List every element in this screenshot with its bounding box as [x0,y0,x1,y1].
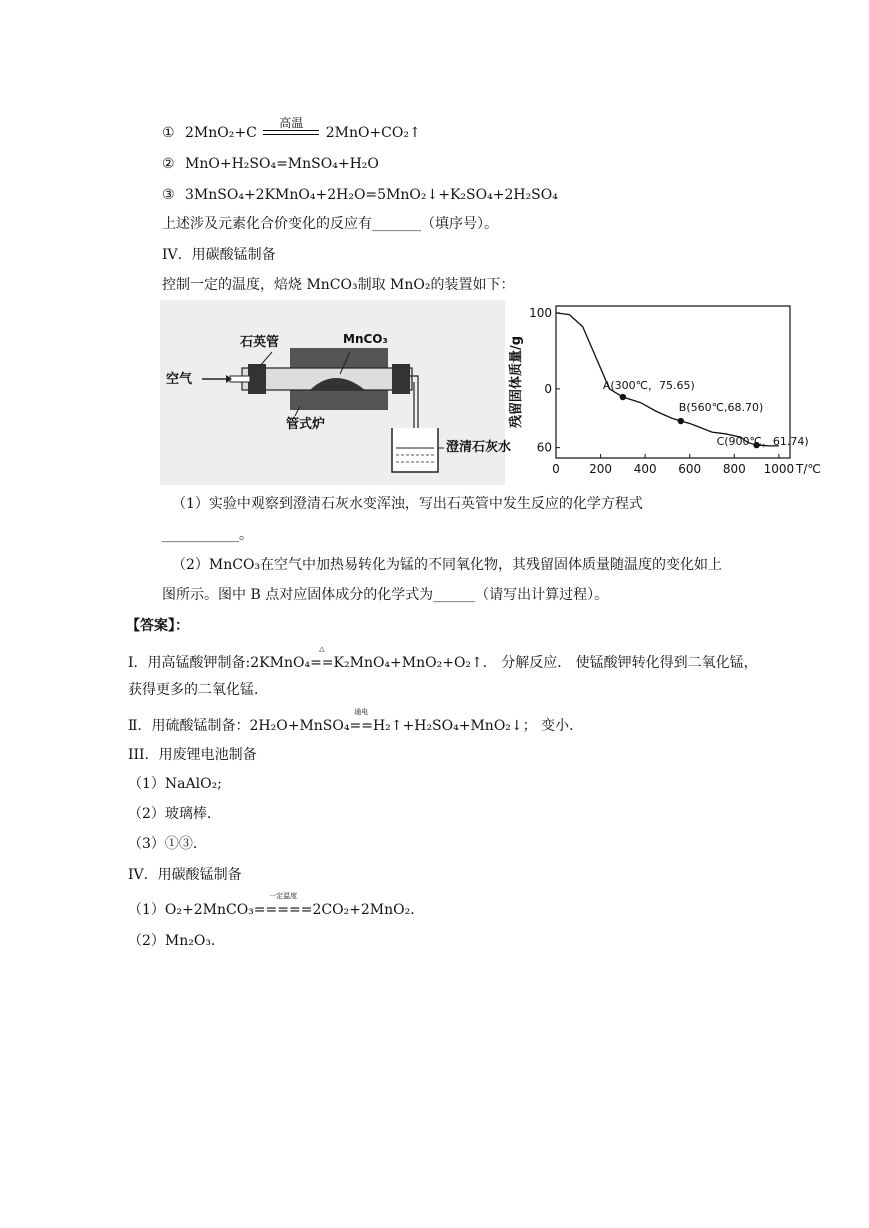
furnace-top [290,348,388,368]
x-tick-label: 0 [552,462,560,476]
data-point [620,394,626,400]
reaction-2 [162,155,379,173]
answer-1-continued: 获得更多的二氧化锰． [128,682,268,698]
reaction-3 [162,186,558,204]
apparatus-diagram [160,300,512,485]
data-point-label: B(560℃,68.70) [678,401,764,415]
answer-3-3: （3）①③． [128,836,207,852]
question-2-line-2: 图所示。图中 B 点对应固体成分的化学式为______（请写出计算过程）。 [162,587,609,603]
section-4-title: IV．用碳酸锰制备 [162,247,276,263]
reaction-1-condition: 高温 [279,116,304,130]
reaction-2-number: ② [162,156,175,172]
y-axis-label: 残留固体质量/g [509,335,524,429]
reaction-3-number: ③ [162,187,175,203]
answer-4-1-lhs: （1）O₂+2MnCO₃ [128,902,254,918]
answer-1-rhs: K₂MnO₄+MnO₂+O₂↑． 分解反应． 使锰酸钾转化得到二氧化锰， [333,655,758,671]
reaction-question: 上述涉及元素化合价变化的反应有_______（填序号）。 [162,216,498,232]
x-tick-label: 1000 [763,462,795,476]
x-tick-label: 800 [722,462,746,476]
reaction-1-lhs: 2MnO₂+C [185,125,257,141]
label-limewater: 澄清石灰水 [446,440,512,455]
answer-1 [128,645,758,672]
reaction-1-condition-line [263,116,319,131]
label-air: 空气 [166,372,193,387]
label-quartz-tube: 石英管 [240,335,280,350]
question-1: （1）实验中观察到澄清石灰水变浑浊，写出石英管中发生反应的化学方程式 [172,496,643,512]
answer-2-equals-sign: == [349,718,373,734]
reaction-3-text: 3MnSO₄+2KMnO₄+2H₂O=5MnO₂↓+K₂SO₄+2H₂SO₄ [185,187,558,203]
answer-3-title: III．用废锂电池制备 [128,747,257,763]
reaction-1-number: ① [162,125,175,141]
question-1-blank: ___________。 [162,527,253,543]
x-tick-label: 600 [678,462,702,476]
answer-3-1: （1）NaAlO₂; [128,776,222,792]
data-point-label: C(900℃，61.74) [716,435,809,449]
x-axis-label: T/℃ [796,462,821,476]
x-tick-label: 400 [633,462,657,476]
mass-temperature-chart [508,300,850,485]
beaker [392,428,438,472]
answer-4-1-equals [253,892,313,919]
left-stopper [248,364,266,394]
label-furnace: 管式炉 [286,417,326,432]
y-tick-label: 60 [536,440,552,455]
answer-2-equals [349,708,373,735]
data-point [678,418,684,424]
answer-header: 【答案】： [126,618,189,634]
reaction-1-rhs: 2MnO+CO₂↑ [325,125,421,141]
y-tick-label: 0 [544,381,552,396]
answer-4-1-condition: 一定温度 [269,892,298,900]
answer-2 [128,708,584,735]
answer-1-lhs: I．用高锰酸钾制备:2KMnO₄ [128,655,311,671]
answer-1-equals-sign: == [310,655,334,671]
furnace-bottom [290,390,388,410]
right-stopper [392,364,410,394]
x-tick-label: 200 [589,462,613,476]
answer-4-1 [128,892,425,919]
question-2-line-1: （2）MnCO₃在空气中加热易转化为锰的不同氧化物，其残留固体质量随温度的变化如上 [172,557,723,573]
section-4-intro: 控制一定的温度，焙烧 MnCO₃制取 MnO₂的装置如下： [162,277,515,293]
data-point-label: A(300℃，75.65) [602,379,695,393]
answer-1-equals [310,645,334,672]
answer-4-1-equals-sign: ===== [253,902,313,918]
heat-icon: △ [319,645,325,653]
figure [160,300,850,485]
answer-4-2: （2）Mn₂O₃． [128,933,225,949]
answer-4-title: IV．用碳酸锰制备 [128,867,242,883]
label-sample: MnCO₃ [343,332,388,346]
reaction-2-text: MnO+H₂SO₄=MnSO₄+H₂O [185,156,379,172]
reaction-1 [162,116,421,142]
answer-2-condition: 通电 [354,708,369,716]
answer-4-1-rhs: 2CO₂+2MnO₂． [312,902,425,918]
y-tick-label: 100 [529,305,552,320]
answer-2-rhs: H₂↑+H₂SO₄+MnO₂↓； 变小． [372,718,584,734]
answer-2-lhs: Ⅱ．用硫酸锰制备：2H₂O+MnSO₄ [128,718,350,734]
answer-3-2: （2）玻璃棒． [128,806,221,822]
